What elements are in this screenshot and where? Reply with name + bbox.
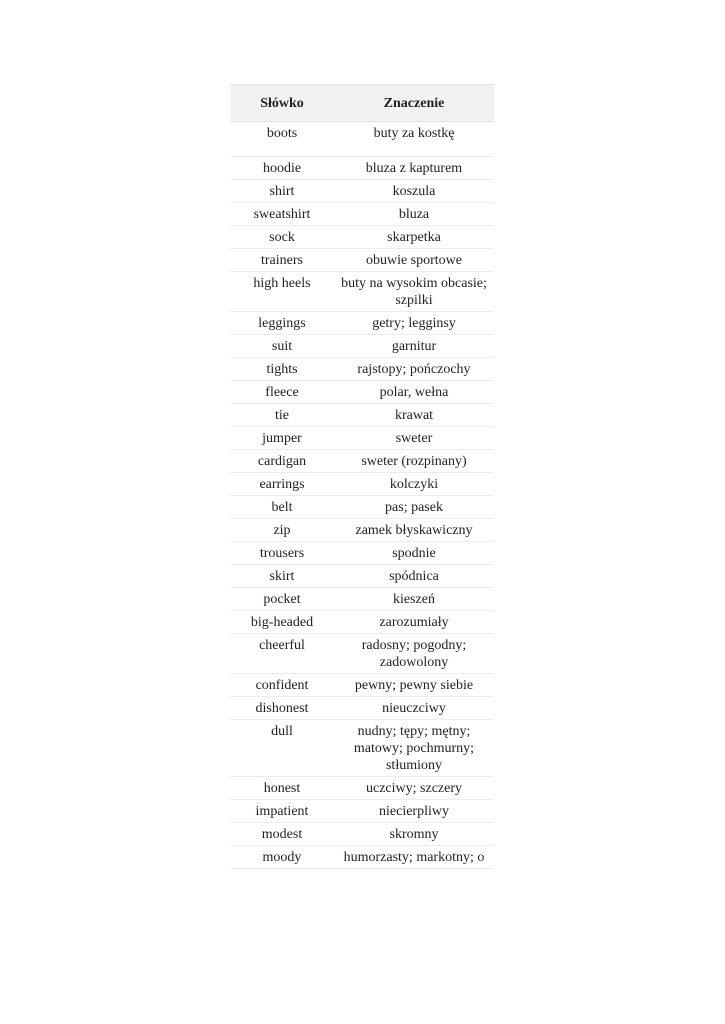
meaning-cell: niecierpliwy xyxy=(334,800,494,823)
word-cell: cardigan xyxy=(230,450,334,473)
table-header-row xyxy=(230,85,494,122)
header-word: Słówko xyxy=(230,85,334,122)
meaning-cell: nudny; tępy; mętny; matowy; pochmurny; stłumiony xyxy=(334,720,494,777)
table-row xyxy=(230,588,494,611)
vocabulary-table xyxy=(230,84,494,869)
word-cell: sweatshirt xyxy=(230,203,334,226)
meaning-cell: spódnica xyxy=(334,565,494,588)
table-body xyxy=(230,122,494,869)
word-cell: high heels xyxy=(230,272,334,312)
word-cell: belt xyxy=(230,496,334,519)
table-row xyxy=(230,823,494,846)
meaning-cell: kieszeń xyxy=(334,588,494,611)
word-cell: pocket xyxy=(230,588,334,611)
meaning-cell: sweter (rozpinany) xyxy=(334,450,494,473)
table-row xyxy=(230,634,494,674)
table-row xyxy=(230,381,494,404)
table-row xyxy=(230,450,494,473)
table-row xyxy=(230,122,494,157)
word-cell: dull xyxy=(230,720,334,777)
table-row xyxy=(230,697,494,720)
word-cell: impatient xyxy=(230,800,334,823)
table-row xyxy=(230,249,494,272)
table-row xyxy=(230,496,494,519)
word-cell: sock xyxy=(230,226,334,249)
meaning-cell: garnitur xyxy=(334,335,494,358)
meaning-cell: kolczyki xyxy=(334,473,494,496)
meaning-cell: spodnie xyxy=(334,542,494,565)
table-row xyxy=(230,335,494,358)
word-cell: skirt xyxy=(230,565,334,588)
meaning-cell: skarpetka xyxy=(334,226,494,249)
word-cell: earrings xyxy=(230,473,334,496)
meaning-cell: bluza xyxy=(334,203,494,226)
meaning-cell: getry; legginsy xyxy=(334,312,494,335)
word-cell: suit xyxy=(230,335,334,358)
meaning-cell: skromny xyxy=(334,823,494,846)
meaning-cell: pas; pasek xyxy=(334,496,494,519)
word-cell: modest xyxy=(230,823,334,846)
meaning-cell: polar, wełna xyxy=(334,381,494,404)
word-cell: trainers xyxy=(230,249,334,272)
word-cell: moody xyxy=(230,846,334,869)
table-row xyxy=(230,674,494,697)
table-row xyxy=(230,312,494,335)
table-row xyxy=(230,203,494,226)
word-cell: jumper xyxy=(230,427,334,450)
word-cell: shirt xyxy=(230,180,334,203)
table-row xyxy=(230,519,494,542)
word-cell: hoodie xyxy=(230,157,334,180)
word-cell: confident xyxy=(230,674,334,697)
meaning-cell: buty na wysokim obcasie; szpilki xyxy=(334,272,494,312)
word-cell: fleece xyxy=(230,381,334,404)
meaning-cell: obuwie sportowe xyxy=(334,249,494,272)
word-cell: trousers xyxy=(230,542,334,565)
table-row xyxy=(230,473,494,496)
table-row xyxy=(230,611,494,634)
table-row xyxy=(230,720,494,777)
word-cell: dishonest xyxy=(230,697,334,720)
meaning-cell: krawat xyxy=(334,404,494,427)
meaning-cell: buty za kostkę xyxy=(334,122,494,157)
word-cell: boots xyxy=(230,122,334,157)
word-cell: leggings xyxy=(230,312,334,335)
table-row xyxy=(230,777,494,800)
word-cell: honest xyxy=(230,777,334,800)
meaning-cell: radosny; pogodny; zadowolony xyxy=(334,634,494,674)
meaning-cell: uczciwy; szczery xyxy=(334,777,494,800)
meaning-cell: zamek błyskawiczny xyxy=(334,519,494,542)
word-cell: zip xyxy=(230,519,334,542)
table-row xyxy=(230,404,494,427)
meaning-cell: bluza z kapturem xyxy=(334,157,494,180)
table-row xyxy=(230,542,494,565)
table-row xyxy=(230,157,494,180)
meaning-cell: sweter xyxy=(334,427,494,450)
table-row xyxy=(230,427,494,450)
meaning-cell: pewny; pewny siebie xyxy=(334,674,494,697)
meaning-cell: zarozumiały xyxy=(334,611,494,634)
word-cell: tie xyxy=(230,404,334,427)
table-row xyxy=(230,180,494,203)
header-meaning: Znaczenie xyxy=(334,85,494,122)
meaning-cell: koszula xyxy=(334,180,494,203)
table-row xyxy=(230,846,494,869)
table-row xyxy=(230,272,494,312)
meaning-cell: rajstopy; pończochy xyxy=(334,358,494,381)
word-cell: tights xyxy=(230,358,334,381)
table-row xyxy=(230,800,494,823)
word-cell: big-headed xyxy=(230,611,334,634)
table-row xyxy=(230,565,494,588)
meaning-cell: nieuczciwy xyxy=(334,697,494,720)
table-row xyxy=(230,226,494,249)
table-row xyxy=(230,358,494,381)
meaning-cell: humorzasty; markotny; o xyxy=(334,846,494,869)
word-cell: cheerful xyxy=(230,634,334,674)
